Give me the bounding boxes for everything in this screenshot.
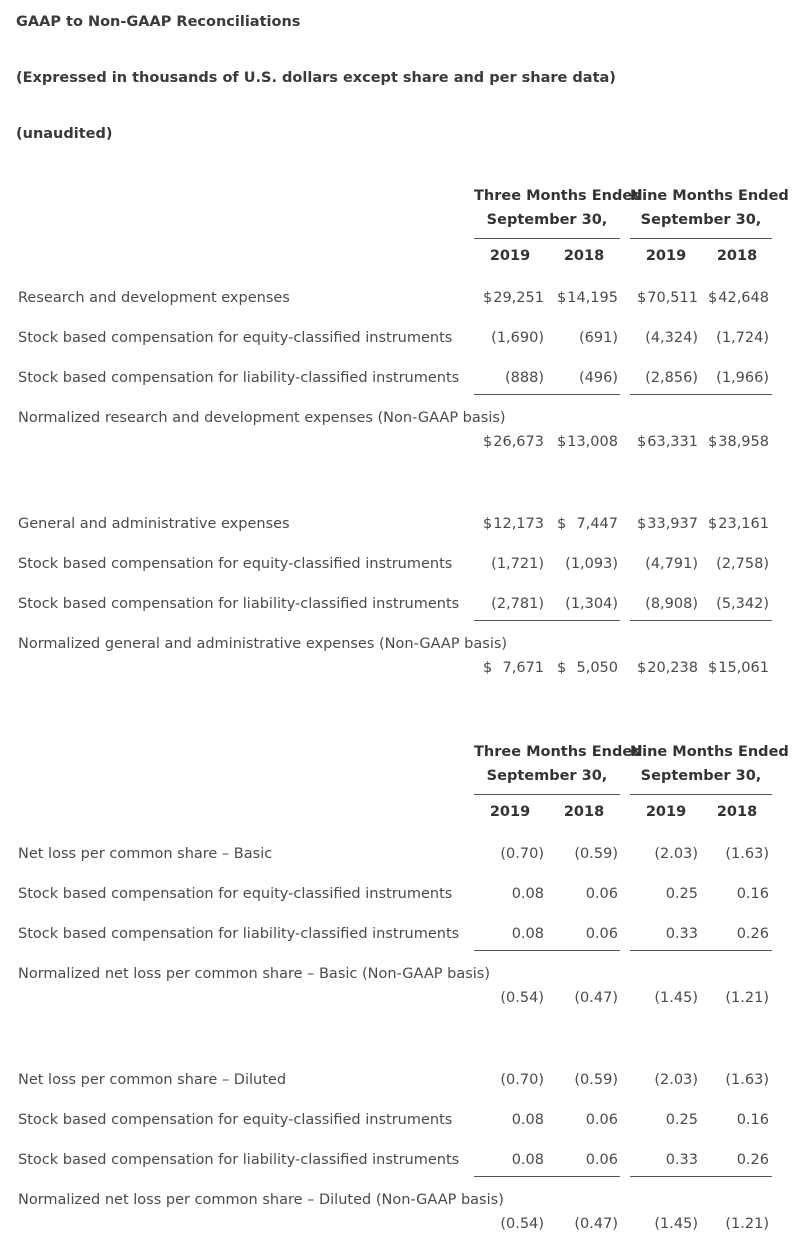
currency-symbol: $ — [557, 434, 567, 450]
row-label: Stock based compensation for equity-classified instruments — [18, 1112, 453, 1128]
table-cell: (1,690) — [491, 330, 544, 346]
row-label: Stock based compensation for liability-classified instruments — [18, 596, 460, 612]
year-header: 2018 — [716, 248, 758, 264]
row-label: Net loss per common share – Basic — [18, 846, 273, 862]
table-cell: 0.16 — [736, 886, 769, 902]
three-months-header: Three Months Ended — [474, 744, 643, 760]
table-cell: 70,511 — [647, 290, 698, 306]
table-cell: (0.70) — [500, 846, 544, 862]
row-label: General and administrative expenses — [18, 516, 290, 532]
subtotal-rule-three-months — [474, 1176, 620, 1177]
currency-symbol: $ — [637, 434, 647, 450]
table-cell: (1,724) — [716, 330, 769, 346]
table-cell: (0.59) — [574, 846, 618, 862]
table-cell: (1,966) — [716, 370, 769, 386]
table-cell: (5,342) — [716, 596, 769, 612]
subtotal-rule-nine-months — [630, 620, 772, 621]
table-cell: (496) — [579, 370, 618, 386]
table-cell: 0.25 — [665, 1112, 698, 1128]
currency-symbol: $ — [708, 660, 718, 676]
table-cell: 0.06 — [585, 886, 618, 902]
row-label: Stock based compensation for equity-classified instruments — [18, 556, 453, 572]
total-row-label: Normalized general and administrative expenses (Non-GAAP basis) — [18, 636, 508, 652]
currency-symbol: $ — [483, 290, 493, 306]
subtotal-rule-three-months — [474, 950, 620, 951]
subtotal-rule-three-months — [474, 394, 620, 395]
nine-months-subheader: September 30, — [640, 768, 762, 784]
three-months-subheader: September 30, — [486, 768, 608, 784]
table-cell: 42,648 — [718, 290, 769, 306]
table-cell: 12,173 — [493, 516, 544, 532]
table-cell: (0.70) — [500, 1072, 544, 1088]
currency-symbol: $ — [637, 660, 647, 676]
table-cell: 5,050 — [576, 660, 618, 676]
nine-months-header: Nine Months Ended — [630, 188, 789, 204]
table-cell: 0.26 — [736, 1152, 769, 1168]
currency-symbol: $ — [483, 516, 493, 532]
table-cell: (2,758) — [716, 556, 769, 572]
table-cell: (2,856) — [645, 370, 698, 386]
table-cell: 23,161 — [718, 516, 769, 532]
table-cell: 0.08 — [511, 1152, 544, 1168]
table-cell: 0.08 — [511, 886, 544, 902]
table-cell: 0.33 — [665, 926, 698, 942]
table-cell: 0.33 — [665, 1152, 698, 1168]
table-cell: (1,304) — [565, 596, 618, 612]
currency-symbol: $ — [483, 660, 493, 676]
currency-symbol: $ — [637, 516, 647, 532]
table-cell: (2.03) — [654, 846, 698, 862]
row-label: Stock based compensation for liability-classified instruments — [18, 926, 460, 942]
year-header: 2019 — [645, 248, 687, 264]
header-rule-nine-months — [630, 238, 772, 239]
currency-symbol: $ — [557, 290, 567, 306]
table-cell: 0.16 — [736, 1112, 769, 1128]
subtotal-rule-nine-months — [630, 1176, 772, 1177]
year-header: 2018 — [716, 804, 758, 820]
table-cell: 33,937 — [647, 516, 698, 532]
table-cell: 7,671 — [502, 660, 544, 676]
table-cell: 0.06 — [585, 1112, 618, 1128]
nine-months-subheader: September 30, — [640, 212, 762, 228]
table-cell: 7,447 — [576, 516, 618, 532]
year-header: 2018 — [563, 248, 605, 264]
table-cell: 0.08 — [511, 926, 544, 942]
table-cell: (8,908) — [645, 596, 698, 612]
row-label: Stock based compensation for equity-classified instruments — [18, 886, 453, 902]
subtotal-rule-nine-months — [630, 950, 772, 951]
table-cell: 0.08 — [511, 1112, 544, 1128]
subtotal-rule-nine-months — [630, 394, 772, 395]
year-header: 2018 — [563, 804, 605, 820]
table-cell: 63,331 — [647, 434, 698, 450]
total-row-label: Normalized research and development expenses (Non-GAAP basis) — [18, 410, 506, 426]
year-header: 2019 — [645, 804, 687, 820]
total-row-label: Normalized net loss per common share – Diluted (Non-GAAP basis) — [18, 1192, 504, 1208]
report-subtitle: (Expressed in thousands of U.S. dollars except share and per share data) — [16, 70, 616, 86]
currency-symbol: $ — [708, 516, 718, 532]
row-label: Stock based compensation for equity-classified instruments — [18, 330, 453, 346]
row-label: Stock based compensation for liability-classified instruments — [18, 1152, 460, 1168]
table-cell: 0.06 — [585, 1152, 618, 1168]
nine-months-header: Nine Months Ended — [630, 744, 789, 760]
row-label: Research and development expenses — [18, 290, 290, 306]
table-cell: (0.47) — [574, 990, 618, 1006]
table-cell: (1.45) — [654, 1216, 698, 1232]
table-cell: 0.25 — [665, 886, 698, 902]
table-cell: 29,251 — [493, 290, 544, 306]
table-cell: 26,673 — [493, 434, 544, 450]
currency-symbol: $ — [557, 516, 567, 532]
row-label: Net loss per common share – Diluted — [18, 1072, 287, 1088]
unaudited-note: (unaudited) — [16, 126, 113, 142]
table-cell: (1,093) — [565, 556, 618, 572]
currency-symbol: $ — [708, 290, 718, 306]
table-cell: 0.26 — [736, 926, 769, 942]
three-months-subheader: September 30, — [486, 212, 608, 228]
table-cell: (0.54) — [500, 990, 544, 1006]
table-cell: (1.21) — [725, 1216, 769, 1232]
table-cell: (2,781) — [491, 596, 544, 612]
table-cell: 20,238 — [647, 660, 698, 676]
table-cell: (2.03) — [654, 1072, 698, 1088]
table-cell: (1.21) — [725, 990, 769, 1006]
subtotal-rule-three-months — [474, 620, 620, 621]
three-months-header: Three Months Ended — [474, 188, 643, 204]
table-cell: (1.45) — [654, 990, 698, 1006]
currency-symbol: $ — [637, 290, 647, 306]
header-rule-three-months — [474, 794, 620, 795]
table-cell: 14,195 — [567, 290, 618, 306]
table-cell: (1,721) — [491, 556, 544, 572]
header-rule-nine-months — [630, 794, 772, 795]
table-cell: (0.59) — [574, 1072, 618, 1088]
table-cell: (4,324) — [645, 330, 698, 346]
currency-symbol: $ — [483, 434, 493, 450]
table-cell: (691) — [579, 330, 618, 346]
report-title: GAAP to Non-GAAP Reconciliations — [16, 14, 301, 30]
table-cell: (1.63) — [725, 846, 769, 862]
year-header: 2019 — [489, 248, 531, 264]
table-cell: 13,008 — [567, 434, 618, 450]
total-row-label: Normalized net loss per common share – Basic (Non-GAAP basis) — [18, 966, 491, 982]
row-label: Stock based compensation for liability-classified instruments — [18, 370, 460, 386]
table-cell: 15,061 — [718, 660, 769, 676]
currency-symbol: $ — [708, 434, 718, 450]
currency-symbol: $ — [557, 660, 567, 676]
table-cell: (0.54) — [500, 1216, 544, 1232]
table-cell: 0.06 — [585, 926, 618, 942]
table-cell: (0.47) — [574, 1216, 618, 1232]
table-cell: 38,958 — [718, 434, 769, 450]
table-cell: (4,791) — [645, 556, 698, 572]
table-cell: (888) — [505, 370, 544, 386]
year-header: 2019 — [489, 804, 531, 820]
header-rule-three-months — [474, 238, 620, 239]
table-cell: (1.63) — [725, 1072, 769, 1088]
